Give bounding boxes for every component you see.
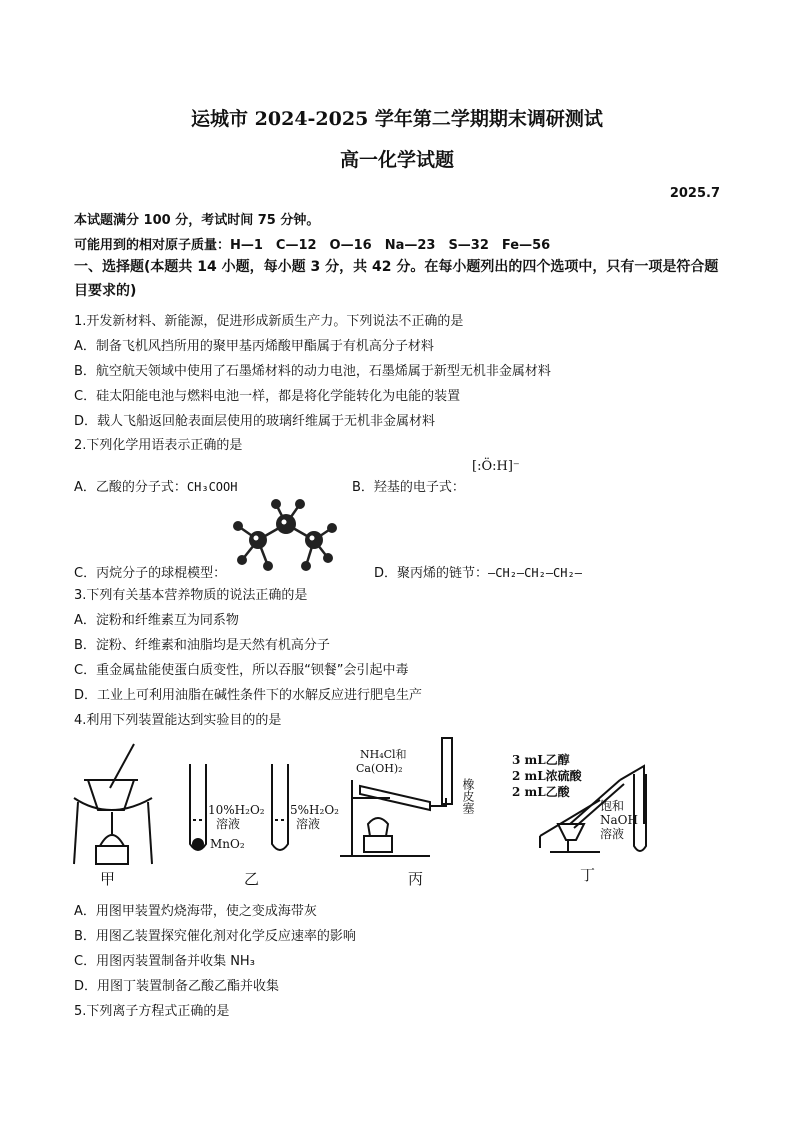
q3-option-d: D．工业上可利用油脂在碱性条件下的水解反应进行肥皂生产: [74, 688, 423, 703]
label-jia: 甲: [100, 870, 116, 888]
yi-right-label-1: 5%H₂O₂: [290, 803, 339, 817]
q4-option-c: C．用图丙装置制备并收集 NH₃: [74, 954, 255, 969]
q2-option-b-label: B．羟基的电子式：: [352, 480, 465, 495]
yi-right-label-2: 溶液: [296, 817, 321, 831]
apparatus-jia: [74, 744, 152, 864]
ding-solution-2: NaOH: [600, 813, 638, 827]
label-yi: 乙: [244, 870, 260, 888]
exam-date: 2025.7: [669, 186, 720, 201]
bing-reagent-2: Ca(OH)₂: [356, 762, 403, 775]
ding-reagent-2: 2 mL浓硫酸: [512, 769, 582, 783]
label-bing: 丙: [408, 870, 424, 888]
q2-option-d-formula: —CH₂—CH₂—CH₂—: [488, 566, 582, 580]
experiment-apparatus-figure: [60, 728, 700, 890]
label-ding: 丁: [580, 866, 596, 884]
q2-option-d: [374, 562, 582, 581]
q3-option-a: A．淀粉和纤维素互为同系物: [74, 613, 239, 628]
score-line: 本试题满分 100 分，考试时间 75 分钟。: [74, 213, 320, 228]
bing-stopper-label: 橡皮塞: [461, 778, 475, 814]
q4-option-d: D．用图丁装置制备乙酸乙酯并收集: [74, 979, 280, 994]
q2-option-d-label: D．聚丙烯的链节：: [374, 566, 489, 581]
q3-option-b: B．淀粉、纤维素和油脂均是天然有机高分子: [74, 638, 330, 653]
atomic-masses: 可能用到的相对原子质量：H—1 C—12 O—16 Na—23 S—32 Fe—56: [74, 238, 551, 253]
ding-solution-1: 饱和: [600, 799, 625, 813]
bing-reagent-1: NH₄Cl和: [360, 748, 407, 761]
q1-option-d: D．载人飞船返回舱表面层使用的玻璃纤维属于无机非金属材料: [74, 414, 436, 429]
yi-left-label-2: 溶液: [216, 817, 241, 831]
hydroxyl-electron-formula: [:Ö:H]⁻: [472, 459, 520, 474]
yi-left-label-1: 10%H₂O₂: [208, 803, 265, 817]
q3-option-c: C．重金属盐能使蛋白质变性，所以吞服“钡餐”会引起中毒: [74, 663, 409, 678]
q2-option-b: [352, 476, 465, 495]
q4-option-a: A．用图甲装置灼烧海带，使之变成海带灰: [74, 904, 317, 919]
ding-solution-3: 溶液: [600, 827, 625, 841]
exam-title: 运城市 2024-2025 学年第二学期期末调研测试: [191, 108, 603, 130]
q2-option-a: [74, 476, 237, 495]
q4-option-b: B．用图乙装置探究催化剂对化学反应速率的影响: [74, 929, 356, 944]
q2-option-a-label: A．乙酸的分子式：: [74, 480, 187, 495]
q1-option-b: B．航空航天领域中使用了石墨烯材料的动力电池，石墨烯属于新型无机非金属材料: [74, 364, 551, 379]
yi-mno2-label: MnO₂: [210, 837, 245, 851]
q5-stem: 5.下列离子方程式正确的是: [74, 1004, 230, 1019]
q4-stem: 4.利用下列装置能达到实验目的的是: [74, 713, 282, 728]
section-heading: 一、选择题(本题共 14 小题，每小题 3 分，共 42 分。在每小题列出的四个选项中，只有一项是符合题目要求的): [74, 259, 719, 299]
q3-stem: 3.下列有关基本营养物质的说法正确的是: [74, 588, 308, 603]
q1-option-a: A．制备飞机风挡所用的聚甲基丙烯酸甲酯属于有机高分子材料: [74, 339, 434, 354]
ding-reagent-3: 2 mL乙酸: [512, 785, 570, 799]
q1-option-c: C．硅太阳能电池与燃料电池一样，都是将化学能转化为电能的装置: [74, 389, 461, 404]
ding-reagent-1: 3 mL乙醇: [512, 753, 570, 767]
exam-subtitle: 高一化学试题: [339, 149, 454, 171]
q2-option-c: C．丙烷分子的球棍模型：: [74, 566, 227, 581]
propane-ball-stick-model: [228, 496, 338, 580]
q2-option-a-formula: CH₃COOH: [186, 480, 238, 494]
q1-stem: 1.开发新材料、新能源，促进形成新质生产力。下列说法不正确的是: [74, 314, 464, 329]
q2-stem: 2.下列化学用语表示正确的是: [74, 438, 243, 453]
mno2-catalyst: [192, 838, 204, 850]
